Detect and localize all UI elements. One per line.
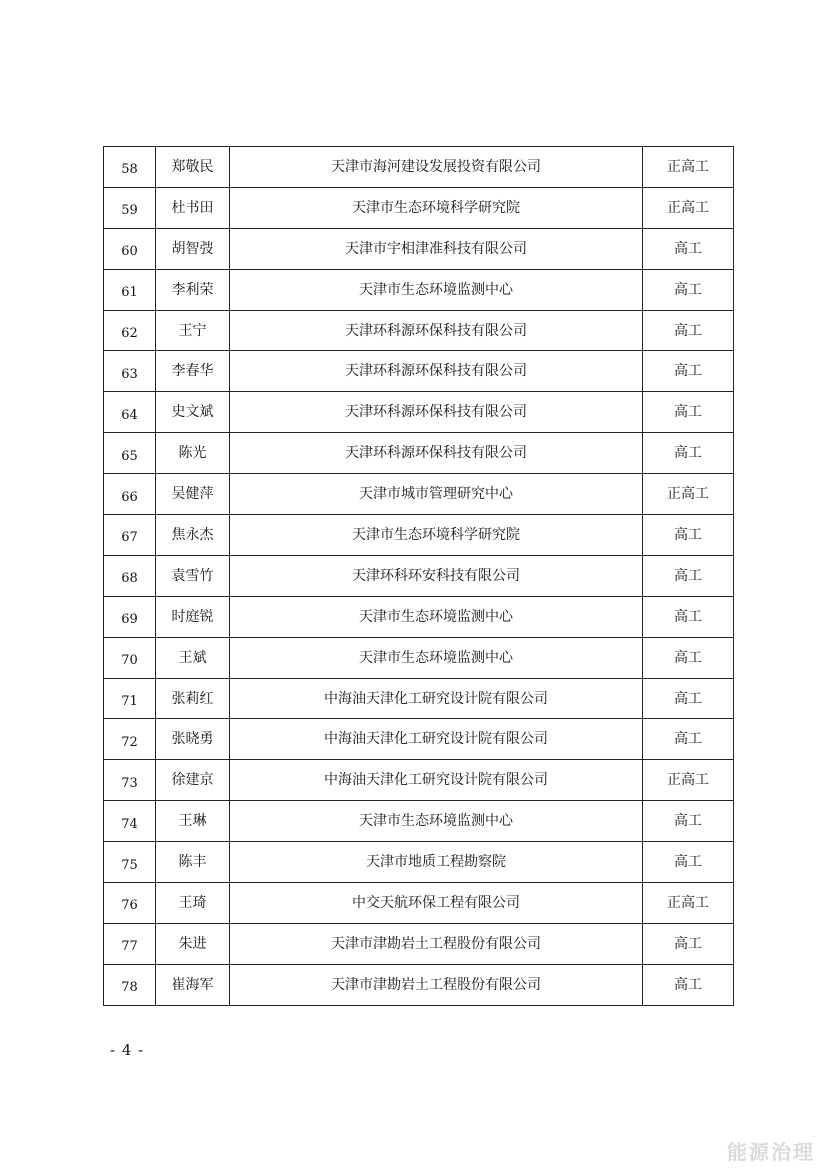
person-name-cell: 王琳 bbox=[156, 801, 230, 842]
professional-title-cell: 高工 bbox=[643, 515, 734, 556]
person-name-cell: 徐建京 bbox=[156, 760, 230, 801]
person-name-cell: 吴健萍 bbox=[156, 474, 230, 515]
professional-title-cell: 高工 bbox=[643, 269, 734, 310]
roster-table bbox=[103, 146, 734, 1006]
person-name-cell: 焦永杰 bbox=[156, 515, 230, 556]
page-number: - 4 - bbox=[110, 1041, 145, 1059]
professional-title-cell: 高工 bbox=[643, 964, 734, 1005]
professional-title-cell: 高工 bbox=[643, 719, 734, 760]
professional-title-cell: 高工 bbox=[643, 433, 734, 474]
organization-cell: 天津市津勘岩土工程股份有限公司 bbox=[230, 964, 643, 1005]
table-row bbox=[104, 515, 734, 556]
organization-cell: 天津环科源环保科技有限公司 bbox=[230, 310, 643, 351]
table-row bbox=[104, 923, 734, 964]
professional-title-cell: 高工 bbox=[643, 842, 734, 883]
row-number-cell: 65 bbox=[104, 433, 156, 474]
person-name-cell: 李春华 bbox=[156, 351, 230, 392]
organization-cell: 天津市海河建设发展投资有限公司 bbox=[230, 147, 643, 188]
person-name-cell: 王琦 bbox=[156, 883, 230, 924]
professional-title-cell: 高工 bbox=[643, 923, 734, 964]
organization-cell: 天津市生态环境监测中心 bbox=[230, 269, 643, 310]
organization-cell: 中海油天津化工研究设计院有限公司 bbox=[230, 719, 643, 760]
person-name-cell: 胡智弢 bbox=[156, 228, 230, 269]
row-number-cell: 70 bbox=[104, 637, 156, 678]
table-row bbox=[104, 719, 734, 760]
table-row bbox=[104, 187, 734, 228]
organization-cell: 天津市生态环境监测中心 bbox=[230, 637, 643, 678]
row-number-cell: 72 bbox=[104, 719, 156, 760]
roster-table-body bbox=[104, 147, 734, 1006]
person-name-cell: 郑敬民 bbox=[156, 147, 230, 188]
organization-cell: 中海油天津化工研究设计院有限公司 bbox=[230, 678, 643, 719]
professional-title-cell: 高工 bbox=[643, 555, 734, 596]
row-number-cell: 68 bbox=[104, 555, 156, 596]
person-name-cell: 时庭锐 bbox=[156, 596, 230, 637]
person-name-cell: 崔海军 bbox=[156, 964, 230, 1005]
row-number-cell: 74 bbox=[104, 801, 156, 842]
row-number-cell: 64 bbox=[104, 392, 156, 433]
person-name-cell: 李利荣 bbox=[156, 269, 230, 310]
table-row bbox=[104, 883, 734, 924]
row-number-cell: 73 bbox=[104, 760, 156, 801]
professional-title-cell: 高工 bbox=[643, 801, 734, 842]
professional-title-cell: 高工 bbox=[643, 228, 734, 269]
row-number-cell: 58 bbox=[104, 147, 156, 188]
row-number-cell: 71 bbox=[104, 678, 156, 719]
row-number-cell: 59 bbox=[104, 187, 156, 228]
row-number-cell: 77 bbox=[104, 923, 156, 964]
organization-cell: 中交天航环保工程有限公司 bbox=[230, 883, 643, 924]
person-name-cell: 张莉红 bbox=[156, 678, 230, 719]
table-row bbox=[104, 392, 734, 433]
row-number-cell: 67 bbox=[104, 515, 156, 556]
professional-title-cell: 正高工 bbox=[643, 147, 734, 188]
person-name-cell: 杜书田 bbox=[156, 187, 230, 228]
table-row bbox=[104, 596, 734, 637]
professional-title-cell: 高工 bbox=[643, 678, 734, 719]
row-number-cell: 60 bbox=[104, 228, 156, 269]
person-name-cell: 陈丰 bbox=[156, 842, 230, 883]
watermark: 能源治理 bbox=[727, 1140, 815, 1164]
organization-cell: 天津市城市管理研究中心 bbox=[230, 474, 643, 515]
professional-title-cell: 高工 bbox=[643, 310, 734, 351]
table-row bbox=[104, 310, 734, 351]
professional-title-cell: 正高工 bbox=[643, 187, 734, 228]
row-number-cell: 66 bbox=[104, 474, 156, 515]
person-name-cell: 张晓勇 bbox=[156, 719, 230, 760]
row-number-cell: 62 bbox=[104, 310, 156, 351]
organization-cell: 天津环科源环保科技有限公司 bbox=[230, 433, 643, 474]
table-row bbox=[104, 474, 734, 515]
organization-cell: 中海油天津化工研究设计院有限公司 bbox=[230, 760, 643, 801]
person-name-cell: 陈光 bbox=[156, 433, 230, 474]
table-row bbox=[104, 228, 734, 269]
table-row bbox=[104, 351, 734, 392]
professional-title-cell: 高工 bbox=[643, 637, 734, 678]
person-name-cell: 史文斌 bbox=[156, 392, 230, 433]
organization-cell: 天津环科源环保科技有限公司 bbox=[230, 351, 643, 392]
professional-title-cell: 高工 bbox=[643, 596, 734, 637]
organization-cell: 天津市生态环境监测中心 bbox=[230, 801, 643, 842]
organization-cell: 天津市生态环境科学研究院 bbox=[230, 515, 643, 556]
table-row bbox=[104, 678, 734, 719]
organization-cell: 天津市地质工程勘察院 bbox=[230, 842, 643, 883]
organization-cell: 天津环科环安科技有限公司 bbox=[230, 555, 643, 596]
person-name-cell: 朱进 bbox=[156, 923, 230, 964]
row-number-cell: 78 bbox=[104, 964, 156, 1005]
table-row bbox=[104, 637, 734, 678]
professional-title-cell: 正高工 bbox=[643, 760, 734, 801]
professional-title-cell: 正高工 bbox=[643, 474, 734, 515]
row-number-cell: 63 bbox=[104, 351, 156, 392]
row-number-cell: 61 bbox=[104, 269, 156, 310]
person-name-cell: 王宁 bbox=[156, 310, 230, 351]
row-number-cell: 76 bbox=[104, 883, 156, 924]
table-row bbox=[104, 760, 734, 801]
organization-cell: 天津市宇相津准科技有限公司 bbox=[230, 228, 643, 269]
organization-cell: 天津环科源环保科技有限公司 bbox=[230, 392, 643, 433]
table-row bbox=[104, 147, 734, 188]
table-row bbox=[104, 555, 734, 596]
person-name-cell: 王斌 bbox=[156, 637, 230, 678]
table-row bbox=[104, 801, 734, 842]
professional-title-cell: 高工 bbox=[643, 351, 734, 392]
table-row bbox=[104, 842, 734, 883]
table-row bbox=[104, 964, 734, 1005]
row-number-cell: 69 bbox=[104, 596, 156, 637]
professional-title-cell: 正高工 bbox=[643, 883, 734, 924]
organization-cell: 天津市津勘岩土工程股份有限公司 bbox=[230, 923, 643, 964]
table-row bbox=[104, 269, 734, 310]
professional-title-cell: 高工 bbox=[643, 392, 734, 433]
organization-cell: 天津市生态环境监测中心 bbox=[230, 596, 643, 637]
row-number-cell: 75 bbox=[104, 842, 156, 883]
table-row bbox=[104, 433, 734, 474]
organization-cell: 天津市生态环境科学研究院 bbox=[230, 187, 643, 228]
person-name-cell: 袁雪竹 bbox=[156, 555, 230, 596]
